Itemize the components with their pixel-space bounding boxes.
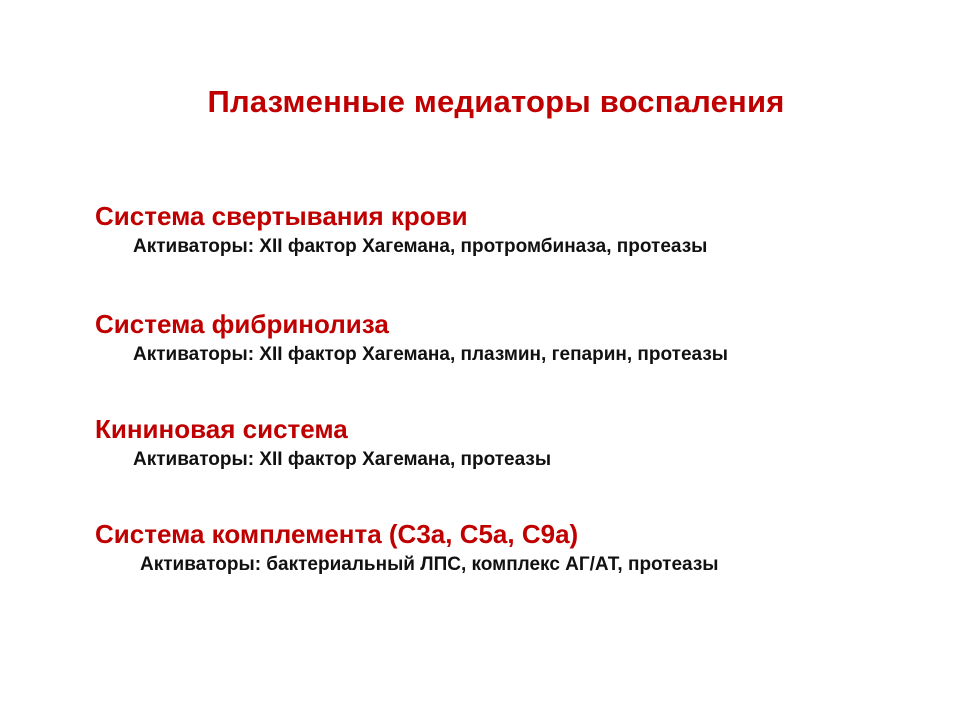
slide-title: Плазменные медиаторы воспаления xyxy=(207,84,785,119)
section-activators: Активаторы: XII фактор Хагемана, протеазы xyxy=(133,449,552,470)
section-kinin xyxy=(95,414,551,471)
section-activators: Активаторы: XII фактор Хагемана, протромбиназа, протеазы xyxy=(133,236,708,257)
section-coagulation xyxy=(95,201,707,258)
section-activators: Активаторы: XII фактор Хагемана, плазмин, гепарин, протеазы xyxy=(133,344,728,365)
section-complement xyxy=(95,519,719,576)
section-heading: Кининовая система xyxy=(95,414,348,444)
section-fibrinolysis xyxy=(95,309,728,366)
section-heading: Система фибринолиза xyxy=(95,309,389,339)
section-heading: Система комплемента (С3а, С5а, С9а) xyxy=(95,519,579,549)
section-activators: Активаторы: бактериальный ЛПС, комплекс АГ/АТ, протеазы xyxy=(140,554,719,575)
section-heading: Система свертывания крови xyxy=(95,201,468,231)
